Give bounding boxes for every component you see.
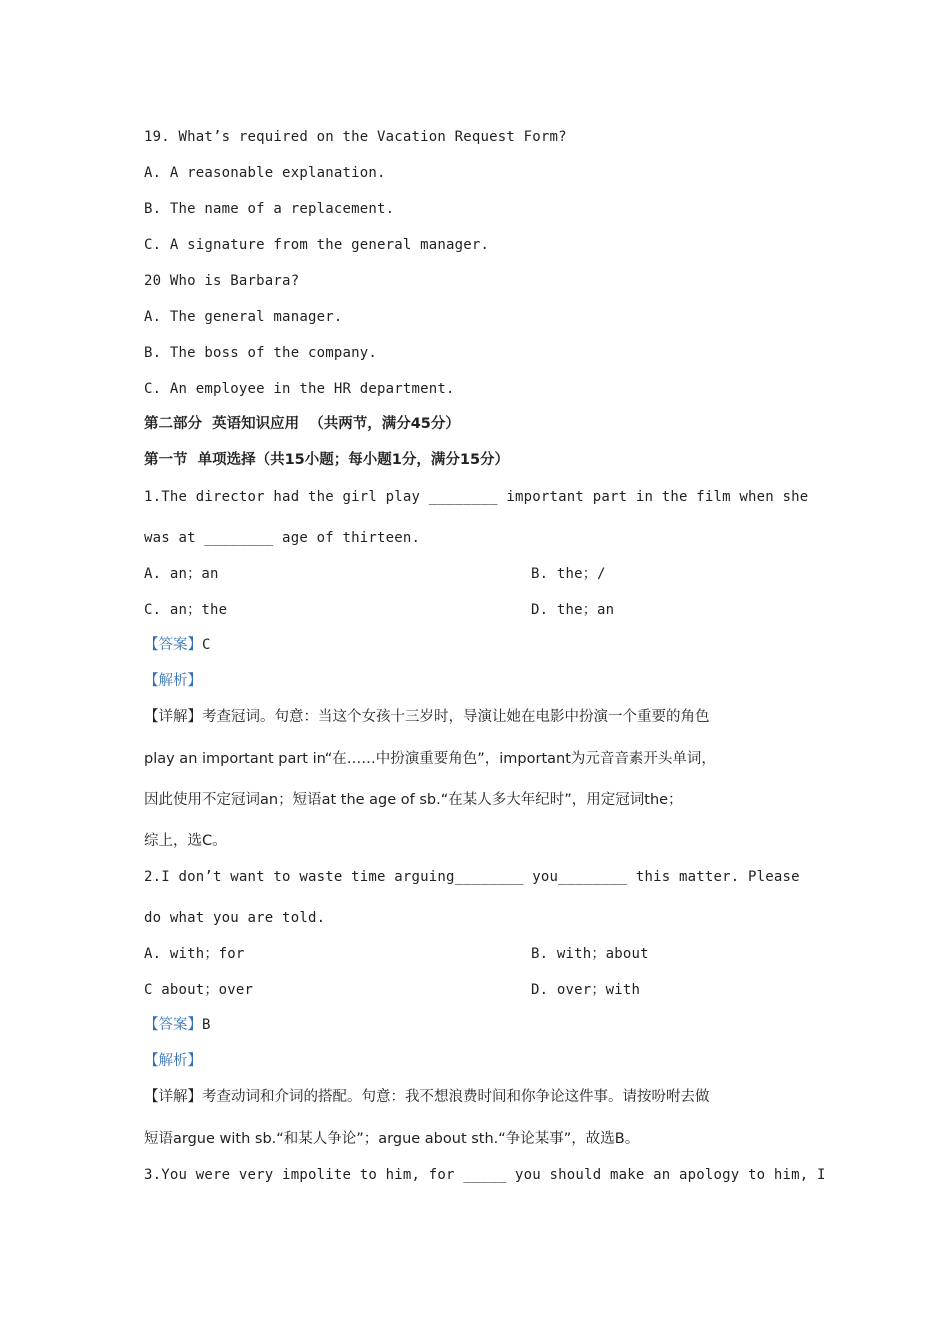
q2-stem-line2: do what you are told. [144, 910, 326, 926]
q19-option-b: B. The name of a replacement. [144, 201, 395, 217]
q2-option-d: D. over；with [531, 982, 641, 998]
q2-option-a: A. with；for [144, 946, 245, 962]
q2-option-c: C about；over [144, 982, 254, 998]
q1-detail-line1 [144, 707, 824, 727]
q1-detail-line2: play an important part in“在……中扮演重要角色”，important为元音音素开头单词， [144, 751, 716, 767]
q20-option-b: B. The boss of the company. [144, 345, 377, 361]
detail-label: 【详解】 [144, 1089, 202, 1105]
q1-answer [144, 635, 824, 655]
q19-option-c: C. A signature from the general manager. [144, 237, 490, 253]
q1-detail-line4: 综上，选C。 [144, 833, 227, 849]
q1-stem-line1: 1.The director had the girl play ________ important part in the film when she [144, 489, 809, 505]
q2-detail-line2: 短语argue with sb.“和某人争论”；argue about sth.“争论某事”，故选B。 [144, 1131, 640, 1147]
answer-label: 【答案】 [144, 1017, 202, 1033]
detail-text: 考查冠词。句意：当这个女孩十三岁时，导演让她在电影中扮演一个重要的角色 [202, 709, 710, 725]
detail-text: 考查动词和介词的搭配。句意：我不想浪费时间和你争论这件事。请按吩咐去做 [202, 1089, 710, 1105]
q1-stem-line2: was at ________ age of thirteen. [144, 530, 421, 546]
q1-option-c: C. an；the [144, 602, 228, 618]
q19-option-a: A. A reasonable explanation. [144, 165, 386, 181]
q1-option-b: B. the；/ [531, 566, 606, 582]
q1-analysis-label: 【解析】 [144, 673, 202, 689]
q2-stem-line1: 2.I don’t want to waste time arguing________ you________ this matter. Please [144, 869, 800, 885]
q3-stem-line1: 3.You were very impolite to him, for _____ you should make an apology to him, I [144, 1167, 826, 1183]
q2-analysis-label: 【解析】 [144, 1053, 202, 1069]
section1-heading: 第一节 单项选择（共15小题；每小题1分，满分15分） [144, 452, 510, 468]
part2-heading: 第二部分 英语知识应用 （共两节，满分45分） [144, 416, 460, 432]
q1-option-d: D. the；an [531, 602, 615, 618]
q1-detail-line3: 因此使用不定冠词an；短语at the age of sb.“在某人多大年纪时”，用定冠词the； [144, 792, 683, 808]
q20-option-a: A. The general manager. [144, 309, 343, 325]
q2-option-b: B. with；about [531, 946, 649, 962]
answer-label: 【答案】 [144, 637, 202, 653]
q2-answer [144, 1015, 824, 1035]
q2-detail-line1 [144, 1087, 824, 1107]
q20-stem: 20 Who is Barbara? [144, 273, 300, 289]
q19-stem: 19. What’s required on the Vacation Request Form? [144, 129, 567, 145]
q20-option-c: C. An employee in the HR department. [144, 381, 455, 397]
q1-option-a: A. an；an [144, 566, 219, 582]
detail-label: 【详解】 [144, 709, 202, 725]
answer-value: B [202, 1017, 211, 1033]
answer-value: C [202, 637, 211, 653]
